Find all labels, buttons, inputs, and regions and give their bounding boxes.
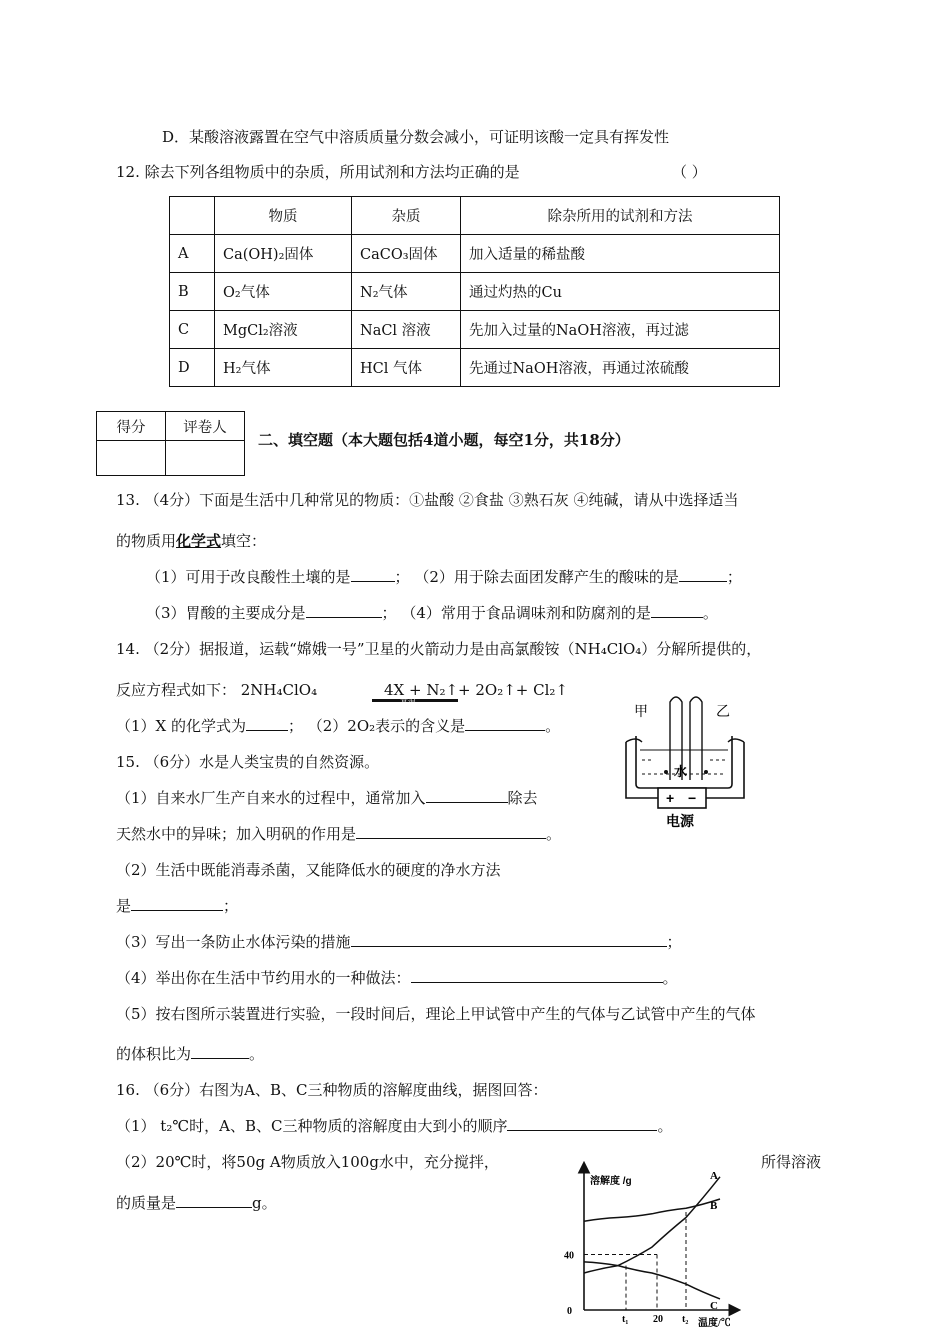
electrolysis-apparatus	[612, 688, 762, 830]
grader-cell	[166, 441, 245, 476]
row-substance: MgCl₂溶液	[215, 311, 352, 349]
water-label: 水	[674, 764, 688, 779]
blank[interactable]	[411, 968, 663, 983]
blank[interactable]	[351, 932, 667, 947]
row-letter: A	[170, 235, 215, 273]
q15-line2: （1）自来水厂生产自来水的过程中，通常加入 除去	[116, 789, 538, 807]
power-label: 电源	[666, 813, 694, 829]
solubility-chart	[560, 1156, 750, 1344]
score-box	[96, 411, 245, 476]
x-axis-label: 温度/℃	[698, 1318, 731, 1329]
q15-line4: （2）生活中既能消毒杀菌，又能降低水的硬度的净水方法	[116, 861, 501, 879]
q13-line3: （1）可用于改良酸性土壤的是 ； （2）用于除去面团发酵产生的酸味的是 ；	[146, 568, 742, 586]
series-B-label: B	[710, 1200, 718, 1212]
q15-line1: 15. （6分）水是人类宝贵的自然资源。	[116, 753, 380, 771]
q16-line2: （1） t₂℃时，A、B、C三种物质的溶解度由大到小的顺序 。	[116, 1117, 673, 1135]
q15-line8: （5）按右图所示装置进行实验，一段时间后，理论上甲试管中产生的气体与乙试管中产生的气体	[116, 1005, 756, 1023]
q13-line2: 的物质用化学式填空：	[116, 532, 267, 550]
q14-line1: 14. （2分）据报道，运载“嫦娥一号”卫星的火箭动力是由高氯酸铵（NH₄ClO₄）分解所提供的，	[116, 640, 762, 658]
blank[interactable]	[306, 603, 382, 618]
q15-line5: 是 ；	[116, 897, 239, 915]
q13-line4: （3）胃酸的主要成分是 ； （4）常用于食品调味剂和防腐剂的是 。	[146, 604, 718, 622]
series-A-curve	[584, 1177, 720, 1273]
blank[interactable]	[426, 788, 508, 803]
row-method: 加入适量的稀盐酸	[461, 235, 780, 273]
y-tick-label: 40	[564, 1250, 574, 1262]
q14-line3: （1）X 的化学式为 ； （2）2O₂表示的含义是 。	[116, 717, 561, 735]
q16-line1: 16. （6分）右图为A、B、C三种物质的溶解度曲线，据图回答：	[116, 1081, 548, 1099]
row-impurity: CaCO₃固体	[352, 235, 461, 273]
section-2-title: 二、填空题（本大题包括4道小题，每空1分，共18分）	[258, 431, 630, 449]
blank[interactable]	[465, 716, 545, 731]
table-row	[170, 311, 780, 349]
row-method: 通过灼热的Cu	[461, 273, 780, 311]
row-impurity: N₂气体	[352, 273, 461, 311]
row-substance: Ca(OH)₂固体	[215, 235, 352, 273]
header-substance: 物质	[215, 197, 352, 235]
q16-line4: 的质量是 g。	[116, 1194, 277, 1212]
minus-terminal: −	[688, 790, 697, 806]
q15-line7: （4）举出你在生活中节约用水的一种做法： 。	[116, 969, 678, 987]
row-letter: D	[170, 349, 215, 387]
x-tick-label: 20	[653, 1314, 663, 1325]
blank[interactable]	[176, 1193, 252, 1208]
row-letter: C	[170, 311, 215, 349]
keyword-chemical-formula: 化学式	[176, 532, 222, 550]
tube-label-jia: 甲	[634, 705, 648, 720]
blank[interactable]	[246, 716, 288, 731]
blank[interactable]	[191, 1044, 249, 1059]
q15-line9: 的体积比为 。	[116, 1045, 265, 1063]
blank[interactable]	[351, 567, 395, 582]
q16-line3b: 所得溶液	[761, 1153, 822, 1171]
q16-line3a: （2）20℃时，将50g A物质放入100g水中，充分搅拌，	[116, 1153, 499, 1171]
blank[interactable]	[679, 567, 727, 582]
x-tick-label: t₂	[682, 1314, 689, 1325]
q12-answer-paren: （ ）	[672, 163, 707, 181]
row-letter: B	[170, 273, 215, 311]
x-tick-label: t₁	[622, 1314, 629, 1325]
q11-option-d: D．某酸溶液露置在空气中溶质质量分数会减小，可证明该酸一定具有挥发性	[162, 128, 670, 146]
blank[interactable]	[131, 896, 223, 911]
table-row	[170, 235, 780, 273]
blank[interactable]	[651, 603, 703, 618]
q15-line3: 天然水中的异味；加入明矾的作用是 。	[116, 825, 562, 843]
row-method: 先加入过量的NaOH溶液，再过滤	[461, 311, 780, 349]
table-header-row	[170, 197, 780, 235]
q14-equation-left: 反应方程式如下： 2NH₄ClO₄	[116, 681, 318, 699]
table-row	[170, 349, 780, 387]
reaction-condition: 高温	[400, 698, 416, 707]
q13-line1: 13. （4分）下面是生活中几种常见的物质：①盐酸 ②食盐 ③熟石灰 ④纯碱，请从中选择适当	[116, 491, 739, 509]
header-method: 除杂所用的试剂和方法	[461, 197, 780, 235]
row-impurity: HCl 气体	[352, 349, 461, 387]
table-row	[170, 273, 780, 311]
blank[interactable]	[507, 1116, 657, 1131]
plus-terminal: +	[666, 790, 675, 806]
row-substance: H₂气体	[215, 349, 352, 387]
q12-table	[169, 196, 780, 387]
row-method: 先通过NaOH溶液，再通过浓硫酸	[461, 349, 780, 387]
score-cell	[97, 441, 166, 476]
series-A-label: A	[710, 1169, 718, 1182]
q15-line6: （3）写出一条防止水体污染的措施 ；	[116, 933, 682, 951]
tube-label-yi: 乙	[716, 705, 730, 720]
x-tick-label: 0	[567, 1306, 572, 1317]
row-impurity: NaCl 溶液	[352, 311, 461, 349]
series-C-label: C	[710, 1299, 718, 1312]
q12-stem: 12. 除去下列各组物质中的杂质，所用试剂和方法均正确的是	[116, 163, 520, 181]
grader-label: 评卷人	[166, 412, 245, 441]
y-axis-label: 溶解度 /g	[590, 1176, 632, 1187]
header-impurity: 杂质	[352, 197, 461, 235]
q14-equation-right: 4X + N₂↑+ 2O₂↑+ Cl₂↑	[384, 681, 568, 699]
score-label: 得分	[97, 412, 166, 441]
row-substance: O₂气体	[215, 273, 352, 311]
blank[interactable]	[356, 824, 546, 839]
